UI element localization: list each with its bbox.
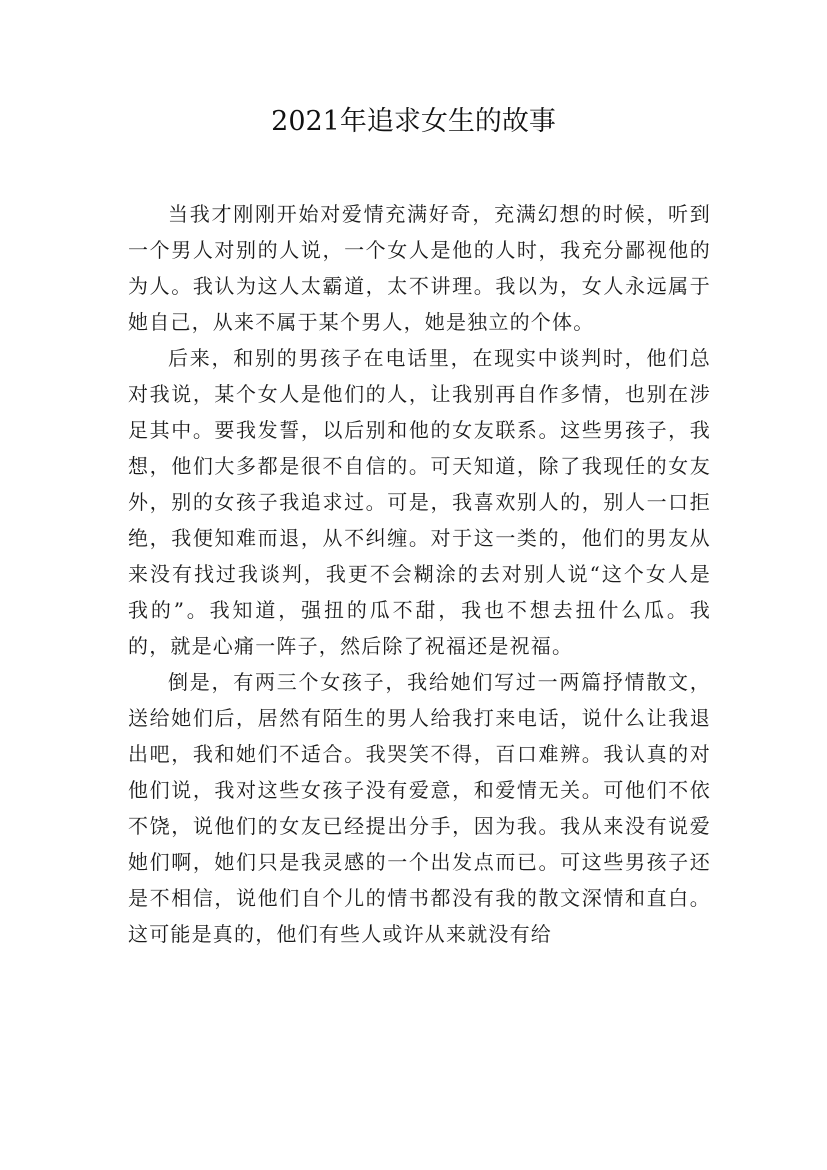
paragraph-2: 后来，和别的男孩子在电话里，在现实中谈判时，他们总对我说，某个女人是他们的人，让我别再自作多情，也别在涉足其中。要我发誓，以后别和他的女友联系。这些男孩子，我想，他们大多都是很不自信的。可天知道，除了我现任的女友外，别的女孩子我追求过。可是，我喜欢别人的，别人一口拒绝，我便知难而退，从不纠缠。对于这一类的，他们的男友从来没有找过我谈判，我更不会糊涂的去对别人说“这个女人是我的”。我知道，强扭的瓜不甜，我也不想去扭什么瓜。我的，就是心痛一阵子，然后除了祝福还是祝福。 xyxy=(128,346,711,658)
document-title: 2021年追求女生的故事 xyxy=(271,106,556,137)
paragraph-3: 倒是，有两三个女孩子，我给她们写过一两篇抒情散文，送给她们后，居然有陌生的男人给我打来电话，说什么让我退出吧，我和她们不适合。我哭笑不得，百口难辨。我认真的对他们说，我对这些女孩子没有爱意，和爱情无关。可他们不依不饶，说他们的女友已经提出分手，因为我。我从来没有说爱她们啊，她们只是我灵感的一个出发点而已。可这些男孩子还是不相信，说他们自个儿的情书都没有我的散文深情和直白。这可能是真的，他们有些人或许从来就没有给 xyxy=(128,670,711,946)
paragraph-1: 当我才刚刚开始对爱情充满好奇，充满幻想的时候，听到一个男人对别的人说，一个女人是他的人时，我充分鄙视他的为人。我认为这人太霸道，太不讲理。我以为，女人永远属于她自己，从来不属于某个男人，她是独立的个体。 xyxy=(128,202,711,334)
document-body xyxy=(128,196,711,952)
